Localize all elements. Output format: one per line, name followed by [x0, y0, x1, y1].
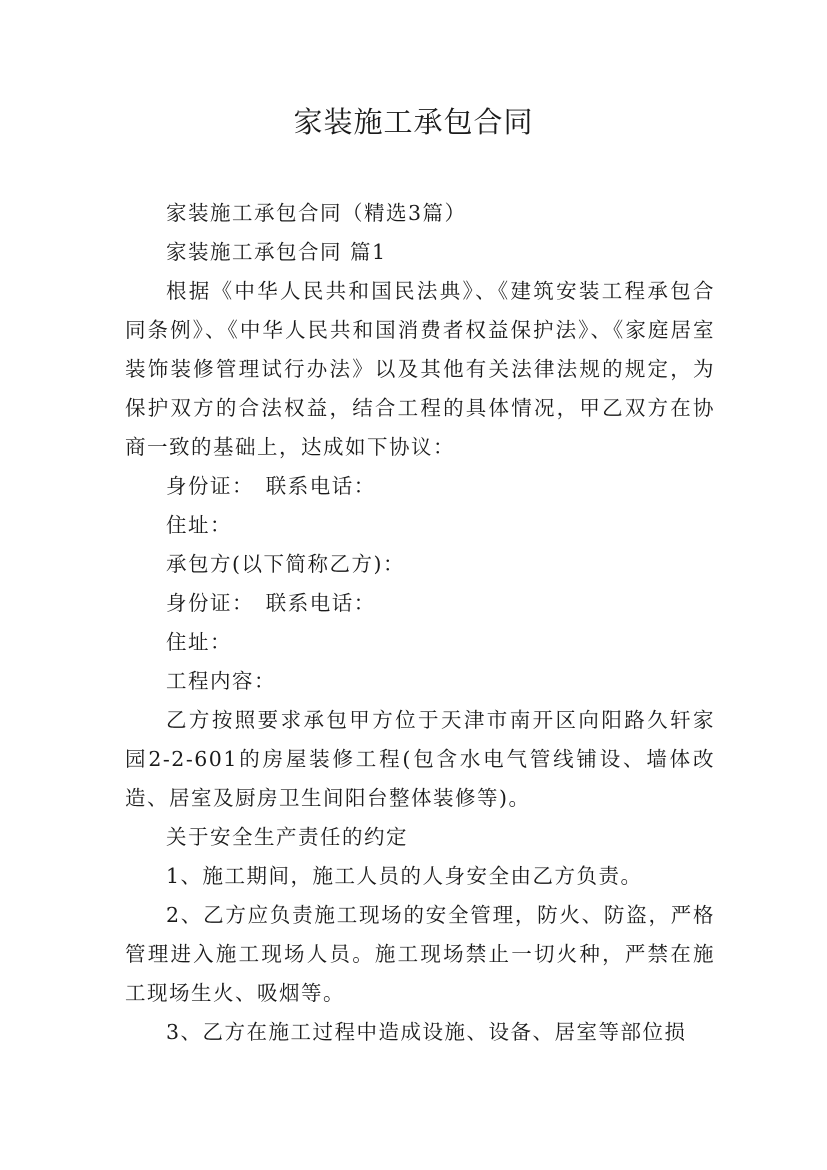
- paragraph-party-b-address: 住址：: [166, 630, 232, 654]
- paragraph-clause-3: 3、乙方在施工过程中造成设施、设备、居室等部位损: [166, 1020, 687, 1044]
- document-body: [125, 194, 715, 1052]
- paragraph-collection-heading: 家装施工承包合同（精选3篇）: [166, 201, 467, 225]
- paragraph-legal-basis: 根据《中华人民共和国民法典》、《建筑安装工程承包合同条例》、《中华人民共和国消费者权益保护法》、《家庭居室装饰装修管理试行办法》以及其他有关法律法规的规定，为保护双方的合法权益，结合工程的具体情况，甲乙双方在协商一致的基础上，达成如下协议：: [125, 279, 715, 459]
- paragraph-party-a-address: 住址：: [166, 513, 232, 537]
- paragraph-party-a-id-phone: 身份证： 联系电话：: [166, 474, 376, 498]
- paragraph-party-b-id-phone: 身份证： 联系电话：: [166, 591, 376, 615]
- paragraph-clause-2: 2、乙方应负责施工现场的安全管理，防火、防盗，严格管理进入施工现场人员。施工现场禁止一切火种，严禁在施工现场生火、吸烟等。: [125, 903, 715, 1005]
- paragraph-section-heading: 家装施工承包合同 篇1: [166, 240, 387, 264]
- paragraph-clause-1: 1、施工期间，施工人员的人身安全由乙方负责。: [166, 864, 643, 888]
- document-title: 家装施工承包合同: [293, 105, 534, 139]
- paragraph-project-description: 乙方按照要求承包甲方位于天津市南开区向阳路久轩家园2-2-601的房屋装修工程(包含水电气管线铺设、墙体改造、居室及厨房卫生间阳台整体装修等)。: [125, 708, 715, 810]
- paragraph-safety-heading: 关于安全生产责任的约定: [166, 825, 408, 849]
- paragraph-contractor-label: 承包方(以下简称乙方)：: [166, 552, 405, 576]
- paragraph-project-content-label: 工程内容：: [166, 669, 276, 693]
